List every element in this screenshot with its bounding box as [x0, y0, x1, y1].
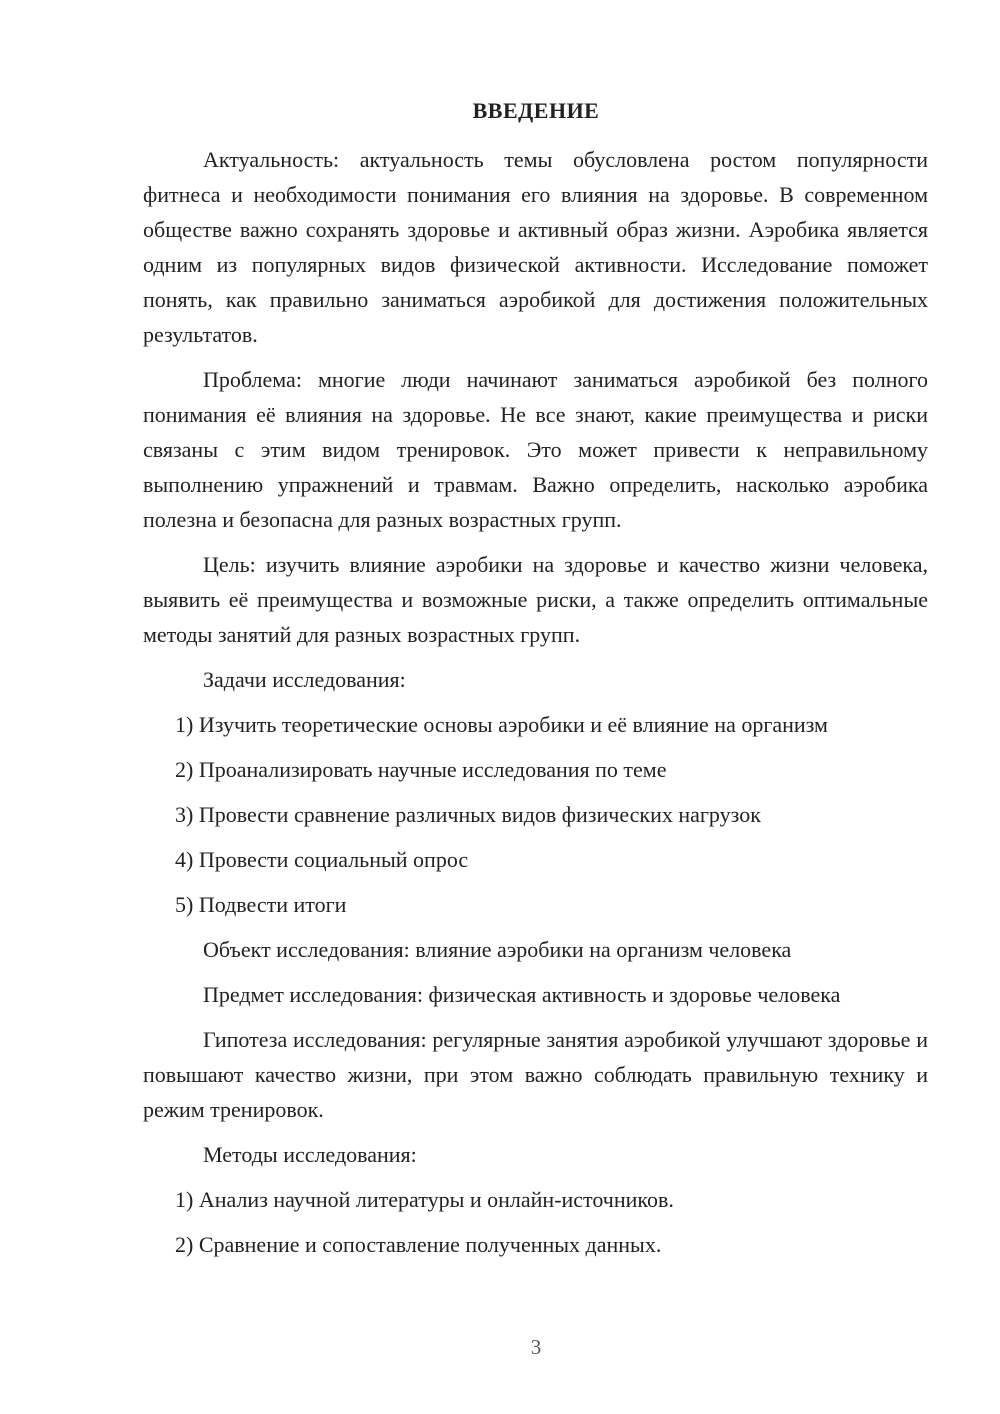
list-item: 1) Изучить теоретические основы аэробики и её влияние на организм	[175, 712, 828, 737]
list-item: 2) Проанализировать научные исследования по теме	[175, 757, 667, 782]
list-item: 4) Провести социальный опрос	[175, 847, 469, 872]
relevance-paragraph: Актуальность: актуальность темы обусловлена ростом популярности фитнеса и необходимости понимания его влияния на здоровье. В современном обществе важно сохранять здоровье и активный образ жизни. Аэробика является одним из популярных видов физической активности. Исследование поможет понять, как правильно заниматься аэробикой для достижения положительных результатов.	[143, 147, 928, 347]
object-paragraph: Объект исследования: влияние аэробики на организм человека	[203, 937, 792, 962]
list-item: 3) Провести сравнение различных видов физических нагрузок	[175, 802, 761, 827]
hypothesis-paragraph: Гипотеза исследования: регулярные занятия аэробикой улучшают здоровье и повышают качество жизни, при этом важно соблюдать правильную технику и режим тренировок.	[143, 1027, 928, 1122]
list-item: 5) Подвести итоги	[175, 892, 347, 917]
problem-paragraph: Проблема: многие люди начинают заниматься аэробикой без полного понимания её влияния на здоровье. Не все знают, какие преимущества и риски связаны с этим видом тренировок. Это может привести к неправильному выполнению упражнений и травмам. Важно определить, насколько аэробика полезна и безопасна для разных возрастных групп.	[143, 367, 928, 532]
goal-paragraph: Цель: изучить влияние аэробики на здоровье и качество жизни человека, выявить её преимущества и возможные риски, а также определить оптимальные методы занятий для разных возрастных групп.	[143, 552, 928, 647]
tasks-list	[143, 707, 928, 922]
subject-paragraph: Предмет исследования: физическая активность и здоровье человека	[203, 982, 841, 1007]
methods-list	[143, 1182, 928, 1262]
tasks-heading: Задачи исследования:	[203, 667, 406, 692]
page-title: ВВЕДЕНИЕ	[472, 98, 600, 123]
page-number: 3	[530, 1335, 542, 1359]
list-item: 1) Анализ научной литературы и онлайн-источников.	[175, 1187, 674, 1212]
methods-heading: Методы исследования:	[203, 1142, 417, 1167]
document-body	[143, 142, 928, 1272]
list-item: 2) Сравнение и сопоставление полученных данных.	[175, 1232, 662, 1257]
